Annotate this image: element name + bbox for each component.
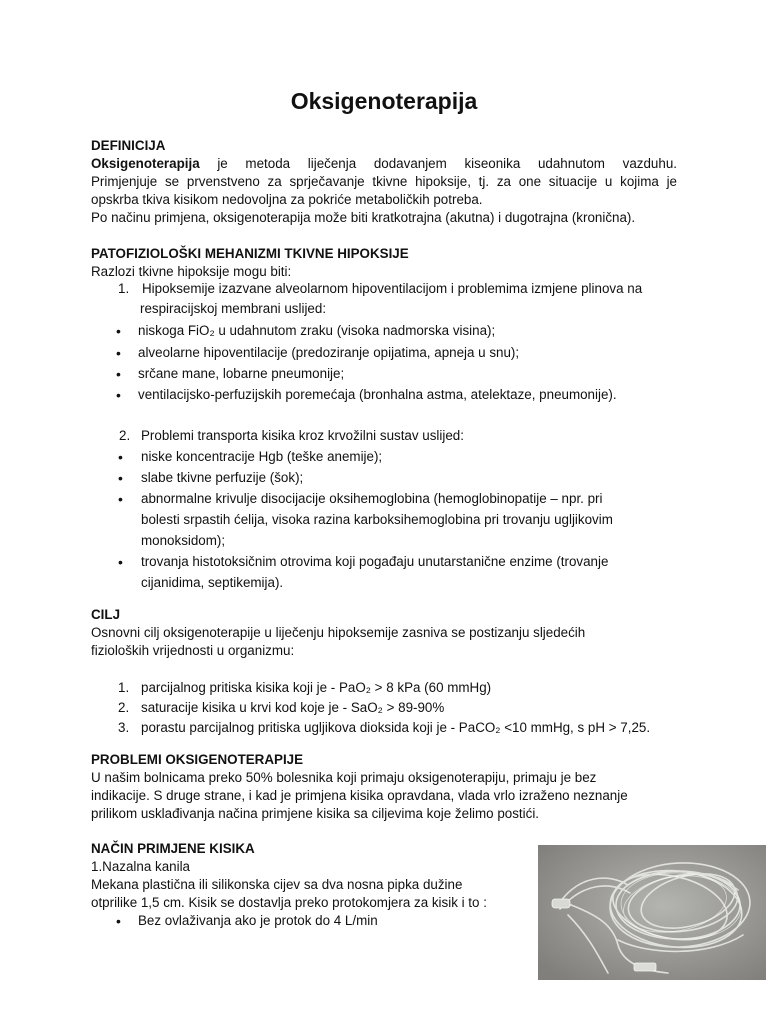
definicija-line-3: opskrba tkiva kisikom nedovoljna za pokriće metaboličkih potreba. [91, 192, 483, 207]
bullet-dot: • [116, 323, 121, 339]
bullet-dot: • [118, 449, 123, 465]
definicija-line-2: Primjenjuje se prvenstveno za sprječavanje tkivne hipoksije, tj. za one situacije u kojima je [91, 174, 677, 189]
group2-bullet-3-line-1: abnormalne krivulje disocijacije oksihemoglobina (hemoglobinopatije – npr. pri [141, 491, 603, 506]
bullet-dot: • [116, 366, 121, 382]
nasal-cannula-photo [538, 845, 766, 980]
definicija-line-1-rest: je metoda liječenja dodavanjem kiseonika udahnutom vazduhu. [199, 156, 677, 171]
group1-bullet-3: srčane mane, lobarne pneumonije; [138, 366, 345, 381]
bullet-dot: • [116, 345, 121, 361]
bullet-dot: • [118, 491, 123, 507]
section-heading-nacin: NAČIN PRIMJENE KISIKA [91, 841, 255, 856]
bullet-dot: • [116, 387, 121, 403]
bullet-dot: • [118, 554, 123, 570]
group2-bullet-4-line-1: trovanja histotoksičnim otrovima koji pogađaju unutarstanične enzime (trovanje [141, 554, 609, 569]
definicija-line-1 [91, 155, 677, 173]
group2-bullet-2: slabe tkivne perfuzije (šok); [141, 470, 304, 485]
group2-bullet-1: niske koncentracije Hgb (teške anemije); [141, 449, 383, 464]
section-heading-cilj: CILJ [91, 607, 121, 622]
cilj-line-2: fizioloških vrijednosti u organizmu: [91, 643, 295, 658]
group1-bullet-1: niskoga FiO₂ u udahnutom zraku (visoka nadmorska visina); [138, 323, 496, 338]
section-heading-definicija: DEFINICIJA [91, 138, 166, 153]
list-number: 1. [118, 281, 130, 296]
nacin-bullet-1: Bez ovlaživanja ako je protok do 4 L/min [138, 913, 378, 928]
problemi-line-1: U našim bolnicama preko 50% bolesnika koji primaju oksigenoterapiju, primaju je bez [91, 770, 597, 785]
cilj-item-3: porastu parcijalnog pritiska ugljikova dioksida koji je - PaCO₂ <10 mmHg, s pH > 7,25. [141, 720, 651, 735]
cilj-line-1: Osnovni cilj oksigenoterapije u liječenju hipoksemije zasniva se postizanju sljedećih [91, 625, 586, 640]
group2-bullet-3-line-3: monoksidom); [141, 533, 226, 548]
group1-bullet-4: ventilacijsko-perfuzijskih poremećaja (bronhalna astma, atelektaze, pneumonije). [138, 387, 617, 402]
nacin-subheading: 1.Nazalna kanila [91, 859, 191, 874]
group1-line-1: Hipoksemije izazvane alveolarnom hipoventilacijom i problemima izmjene plinova na [142, 281, 643, 296]
list-number: 2. [119, 428, 131, 443]
cilj-item-1: parcijalnog pritiska kisika koji je - PaO₂ > 8 kPa (60 mmHg) [141, 680, 492, 695]
group1-bullet-2: alveolarne hipoventilacije (predoziranje opijatima, apneja u snu); [138, 345, 520, 360]
list-number: 3. [118, 720, 130, 735]
section-heading-patofiziologija: PATOFIZIOLOŠKI MEHANIZMI TKIVNE HIPOKSIJE [91, 246, 409, 261]
group1-line-2: respiracijskoj membrani uslijed: [140, 301, 327, 316]
problemi-line-2: indikacije. S druge strane, i kad je primjena kisika opravdana, vlada vrlo izraženo neznanje [91, 788, 628, 803]
bullet-dot: • [118, 470, 123, 486]
patofiziologija-intro: Razlozi tkivne hipoksije mogu biti: [91, 264, 292, 279]
list-number: 1. [118, 680, 130, 695]
group2-bullet-3-line-2: bolesti srpastih ćelija, visoka razina karboksihemoglobina pri trovanju ugljikovim [141, 512, 613, 527]
group2-bullet-4-line-2: cijanidima, septikemija). [141, 575, 284, 590]
list-number: 2. [118, 700, 130, 715]
bullet-dot: • [116, 913, 121, 929]
cilj-item-2: saturacije kisika u krvi kod koje je - SaO₂ > 89-90% [141, 700, 445, 715]
problemi-line-3: prilikom usklađivanja načina primjene kisika sa ciljevima koje želimo postići. [91, 806, 540, 821]
section-heading-problemi: PROBLEMI OKSIGENOTERAPIJE [91, 752, 304, 767]
group2-line-1: Problemi transporta kisika kroz krvožilni sustav uslijed: [141, 428, 464, 443]
definicija-bold-term: Oksigenoterapija [91, 156, 200, 171]
nasal-cannula-image [538, 845, 766, 980]
nacin-line-2: otprilike 1,5 cm. Kisik se dostavlja preko protokomjera za kisik i to : [91, 895, 487, 910]
definicija-line-4: Po načinu primjena, oksigenoterapija može biti kratkotrajna (akutna) i dugotrajna (kronična). [91, 210, 636, 225]
nacin-line-1: Mekana plastična ili silikonska cijev sa dva nosna pipka dužine [91, 877, 463, 892]
page-title: Oksigenoterapija [290, 88, 478, 114]
